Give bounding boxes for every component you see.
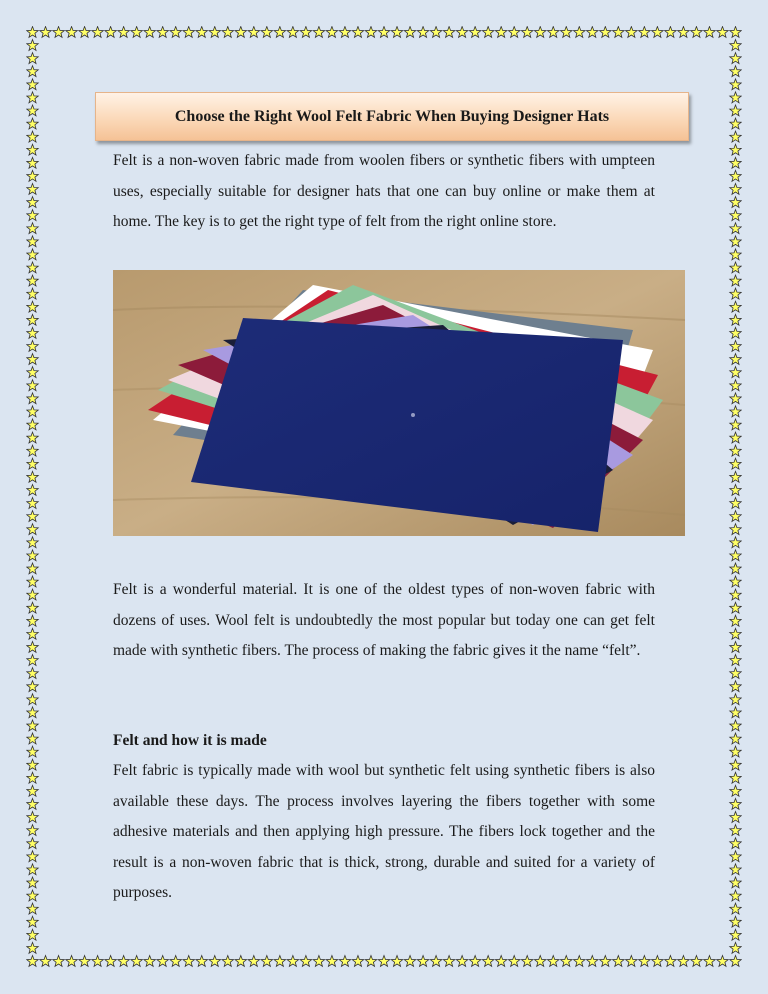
star-icon [40, 27, 51, 38]
star-icon [730, 942, 741, 953]
star-icon [730, 668, 741, 679]
star-icon [717, 956, 728, 967]
star-icon [157, 956, 168, 967]
star-icon [730, 733, 741, 744]
star-icon [730, 92, 741, 103]
star-icon [170, 27, 181, 38]
star-icon [417, 956, 428, 967]
star-icon [300, 27, 311, 38]
star-icon [27, 40, 38, 51]
star-icon [27, 942, 38, 953]
star-icon [469, 27, 480, 38]
star-icon [27, 170, 38, 181]
star-icon [730, 511, 741, 522]
star-icon [730, 655, 741, 666]
star-icon [730, 236, 741, 247]
star-icon [27, 772, 38, 783]
star-icon [730, 40, 741, 51]
star-icon [730, 812, 741, 823]
star-icon [730, 341, 741, 352]
star-icon [730, 707, 741, 718]
star-icon [27, 184, 38, 195]
star-icon [378, 27, 389, 38]
star-icon [730, 275, 741, 286]
star-icon [561, 956, 572, 967]
star-icon [27, 628, 38, 639]
star-icon [730, 184, 741, 195]
star-icon [27, 825, 38, 836]
star-icon [456, 27, 467, 38]
star-icon [352, 27, 363, 38]
star-icon [730, 956, 741, 967]
star-icon [27, 288, 38, 299]
star-icon [730, 223, 741, 234]
star-icon [730, 170, 741, 181]
star-icon [730, 393, 741, 404]
star-icon [339, 27, 350, 38]
star-icon [27, 118, 38, 129]
star-icon [443, 27, 454, 38]
star-icon [469, 956, 480, 967]
star-icon [508, 27, 519, 38]
star-icon [118, 27, 129, 38]
star-icon [27, 393, 38, 404]
star-icon [561, 27, 572, 38]
star-icon [274, 956, 285, 967]
star-icon [27, 877, 38, 888]
star-icon [27, 511, 38, 522]
star-icon [27, 157, 38, 168]
star-icon [170, 956, 181, 967]
star-icon [326, 956, 337, 967]
star-icon [391, 956, 402, 967]
star-icon [730, 550, 741, 561]
star-icon [691, 27, 702, 38]
star-icon [326, 27, 337, 38]
star-icon [730, 563, 741, 574]
star-icon [730, 432, 741, 443]
star-icon [730, 53, 741, 64]
star-icon [27, 275, 38, 286]
star-icon [730, 354, 741, 365]
star-icon [639, 27, 650, 38]
star-icon [730, 628, 741, 639]
star-icon [144, 956, 155, 967]
star-icon [522, 956, 533, 967]
star-icon [27, 864, 38, 875]
star-icon [613, 27, 624, 38]
star-icon [92, 956, 103, 967]
star-icon [574, 27, 585, 38]
star-icon [235, 956, 246, 967]
star-icon [730, 406, 741, 417]
star-icon [404, 956, 415, 967]
star-icon [27, 262, 38, 273]
star-icon [730, 498, 741, 509]
star-icon [196, 27, 207, 38]
star-icon [704, 27, 715, 38]
star-icon [209, 27, 220, 38]
star-icon [730, 798, 741, 809]
star-icon [495, 27, 506, 38]
star-icon [730, 249, 741, 260]
star-icon [639, 956, 650, 967]
star-icon [730, 877, 741, 888]
star-icon [730, 759, 741, 770]
star-icon [652, 956, 663, 967]
star-icon [27, 681, 38, 692]
star-icon [27, 406, 38, 417]
star-icon [730, 589, 741, 600]
star-icon [27, 301, 38, 312]
star-icon [27, 314, 38, 325]
star-icon [352, 956, 363, 967]
star-icon [587, 27, 598, 38]
star-icon [730, 445, 741, 456]
star-icon [730, 105, 741, 116]
star-icon [613, 956, 624, 967]
star-icon [27, 641, 38, 652]
second-paragraph: Felt is a wonderful material. It is one of the oldest types of non-woven fabric with dozens of uses. Wool felt is undoubtedly the most popular but today one can get felt made with synthetic fibers. The process of making the fabric gives it the name “felt”. [113, 581, 655, 659]
star-icon [79, 27, 90, 38]
star-icon [27, 249, 38, 260]
star-icon [730, 367, 741, 378]
star-icon [717, 27, 728, 38]
star-icon [587, 956, 598, 967]
star-icon [730, 66, 741, 77]
star-icon [535, 27, 546, 38]
star-icon [274, 27, 285, 38]
title-box [95, 92, 689, 141]
star-icon [730, 471, 741, 482]
star-icon [730, 903, 741, 914]
star-icon [261, 956, 272, 967]
star-icon [287, 27, 298, 38]
felt-fabric-photo [113, 270, 685, 536]
star-icon [730, 262, 741, 273]
star-icon [730, 641, 741, 652]
star-icon [27, 445, 38, 456]
star-icon [730, 210, 741, 221]
star-icon [248, 956, 259, 967]
star-icon [144, 27, 155, 38]
star-icon [222, 27, 233, 38]
star-icon [495, 956, 506, 967]
star-icon [430, 956, 441, 967]
star-icon [27, 27, 38, 38]
star-icon [27, 851, 38, 862]
star-icon [27, 668, 38, 679]
star-icon [730, 458, 741, 469]
star-icon [730, 157, 741, 168]
intro-paragraph: Felt is a non-woven fabric made from woolen fibers or synthetic fibers with umpteen uses, especially suitable for designer hats that one can buy online or make them at home. The key is to get the right type of felt from the right online store. [113, 152, 655, 230]
star-icon [27, 327, 38, 338]
star-icon [678, 956, 689, 967]
star-icon [730, 118, 741, 129]
star-icon [27, 367, 38, 378]
star-icon [27, 812, 38, 823]
star-icon [730, 79, 741, 90]
star-icon [600, 27, 611, 38]
star-icon [27, 105, 38, 116]
star-icon [27, 890, 38, 901]
star-icon [105, 27, 116, 38]
star-icon [79, 956, 90, 967]
star-icon [118, 956, 129, 967]
star-icon [27, 471, 38, 482]
star-icon [27, 655, 38, 666]
star-icon [391, 27, 402, 38]
star-icon [730, 864, 741, 875]
star-icon [626, 956, 637, 967]
star-icon [248, 27, 259, 38]
star-icon [287, 956, 298, 967]
star-icon [27, 79, 38, 90]
star-icon [626, 27, 637, 38]
star-icon [27, 131, 38, 142]
star-icon [365, 27, 376, 38]
star-icon [183, 956, 194, 967]
star-icon [53, 956, 64, 967]
star-icon [430, 27, 441, 38]
star-icon [730, 602, 741, 613]
star-icon [27, 498, 38, 509]
star-icon [730, 484, 741, 495]
star-icon [730, 694, 741, 705]
star-icon [730, 380, 741, 391]
star-icon [27, 903, 38, 914]
star-icon [443, 956, 454, 967]
star-icon [27, 694, 38, 705]
star-icon [27, 785, 38, 796]
star-icon [27, 197, 38, 208]
star-icon [691, 956, 702, 967]
star-icon [730, 576, 741, 587]
star-icon [27, 838, 38, 849]
star-icon [339, 956, 350, 967]
star-icon [652, 27, 663, 38]
star-icon [300, 956, 311, 967]
star-icon [222, 956, 233, 967]
star-icon [730, 785, 741, 796]
star-icon [678, 27, 689, 38]
star-icon [27, 144, 38, 155]
star-icon [730, 197, 741, 208]
star-icon [27, 733, 38, 744]
star-icon [27, 484, 38, 495]
star-icon [27, 707, 38, 718]
star-icon [313, 27, 324, 38]
star-icon [27, 53, 38, 64]
star-icon [27, 759, 38, 770]
star-icon [27, 223, 38, 234]
star-icon [365, 956, 376, 967]
star-icon [730, 746, 741, 757]
star-icon [27, 66, 38, 77]
star-icon [730, 720, 741, 731]
star-icon [730, 838, 741, 849]
star-icon [730, 681, 741, 692]
star-icon [730, 851, 741, 862]
star-icon [27, 354, 38, 365]
star-icon [27, 798, 38, 809]
star-icon [27, 419, 38, 430]
star-icon [27, 432, 38, 443]
star-icon [27, 615, 38, 626]
star-icon [27, 956, 38, 967]
page-title: Choose the Right Wool Felt Fabric When Buying Designer Hats [174, 107, 610, 125]
star-icon [665, 956, 676, 967]
star-icon [27, 380, 38, 391]
star-icon [131, 27, 142, 38]
star-icon [196, 956, 207, 967]
third-paragraph: Felt fabric is typically made with wool but synthetic felt using synthetic fibers is also available these days. The process involves layering the fibers together with some adhesive materials and then applying high pressure. The fibers lock together and the result is a non-woven fabric that is thick, strong, durable and suited for a variety of purposes. [113, 762, 655, 901]
star-icon [548, 27, 559, 38]
star-icon [105, 956, 116, 967]
star-icon [482, 956, 493, 967]
star-icon [27, 929, 38, 940]
star-icon [730, 27, 741, 38]
star-icon [27, 720, 38, 731]
star-icon [27, 524, 38, 535]
star-icon [27, 589, 38, 600]
star-icon [27, 550, 38, 561]
star-icon [730, 131, 741, 142]
star-icon [66, 27, 77, 38]
star-icon [730, 288, 741, 299]
star-icon [730, 537, 741, 548]
star-icon [27, 537, 38, 548]
star-icon [730, 929, 741, 940]
star-icon [27, 746, 38, 757]
star-icon [27, 92, 38, 103]
star-icon [313, 956, 324, 967]
star-icon [404, 27, 415, 38]
star-icon [27, 236, 38, 247]
star-icon [235, 27, 246, 38]
star-icon [730, 916, 741, 927]
star-icon [27, 602, 38, 613]
star-icon [730, 772, 741, 783]
star-icon [574, 956, 585, 967]
star-icon [730, 314, 741, 325]
star-icon [730, 615, 741, 626]
star-icon [730, 144, 741, 155]
star-icon [157, 27, 168, 38]
star-icon [53, 27, 64, 38]
star-icon [730, 301, 741, 312]
star-icon [27, 341, 38, 352]
star-icon [522, 27, 533, 38]
star-icon [131, 956, 142, 967]
star-icon [378, 956, 389, 967]
star-icon [730, 327, 741, 338]
star-icon [548, 956, 559, 967]
star-icon [456, 956, 467, 967]
section-heading: Felt and how it is made [113, 732, 267, 749]
star-icon [665, 27, 676, 38]
star-icon [27, 210, 38, 221]
star-icon [417, 27, 428, 38]
star-icon [183, 27, 194, 38]
star-icon [600, 956, 611, 967]
star-icon [482, 27, 493, 38]
star-icon [535, 956, 546, 967]
star-icon [209, 956, 220, 967]
star-icon [508, 956, 519, 967]
star-icon [40, 956, 51, 967]
star-icon [730, 419, 741, 430]
star-icon [27, 576, 38, 587]
star-icon [27, 563, 38, 574]
star-icon [730, 524, 741, 535]
star-icon [730, 890, 741, 901]
star-icon [27, 916, 38, 927]
star-icon [704, 956, 715, 967]
star-icon [730, 825, 741, 836]
star-icon [66, 956, 77, 967]
star-icon [27, 458, 38, 469]
star-icon [261, 27, 272, 38]
star-icon [92, 27, 103, 38]
